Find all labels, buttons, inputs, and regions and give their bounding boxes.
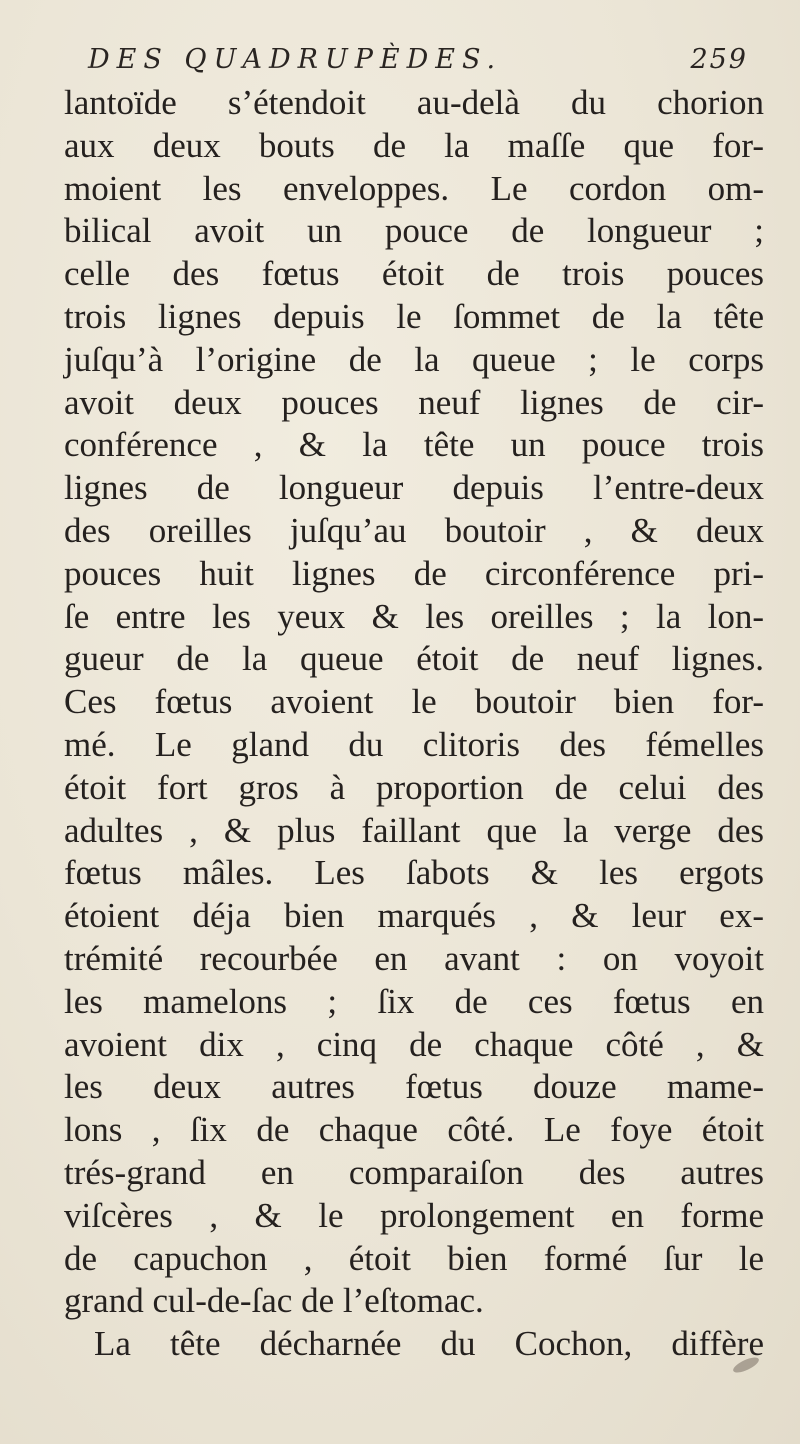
text-line: viſcères , & le prolongement en forme	[64, 1195, 764, 1235]
text-line: avoient dix , cinq de chaque côté , &	[64, 1024, 764, 1064]
text-line: pouces huit lignes de circonférence pri-	[64, 553, 764, 593]
text-line: lignes de longueur depuis l’entre-deux	[64, 468, 764, 508]
text-line: trois lignes depuis le ſommet de la tête	[64, 296, 764, 336]
page-number: 259	[690, 44, 748, 75]
text-line: ſe entre les yeux & les oreilles ; la lon-	[64, 596, 764, 636]
text-line: lantoïde s’étendoit au-delà du chorion	[64, 83, 764, 122]
text-line: étoit fort gros à proportion de celui des	[64, 767, 764, 807]
text-line: les mamelons ; ſix de ces fœtus en	[64, 981, 764, 1021]
text-line: Ces fœtus avoient le boutoir bien for-	[64, 682, 764, 722]
text-line: des oreilles juſqu’au boutoir , & deux	[64, 510, 764, 550]
text-line: de capuchon , étoit bien formé ſur le	[64, 1238, 764, 1278]
text-line: lons , ſix de chaque côté. Le foye étoit	[64, 1110, 764, 1150]
text-line: celle des fœtus étoit de trois pouces	[64, 254, 764, 294]
text-line: conférence , & la tête un pouce trois	[64, 425, 764, 465]
text-line: mé. Le gland du clitoris des fémelles	[64, 724, 764, 764]
text-line: trémité recourbée en avant : on voyoit	[64, 938, 764, 978]
text-line: bilical avoit un pouce de longueur ;	[64, 211, 764, 251]
text-line: gueur de la queue étoit de neuf lignes.	[64, 639, 764, 679]
text-line: fœtus mâles. Les ſabots & les ergots	[64, 853, 764, 893]
body-text	[64, 82, 764, 1366]
text-line: juſqu’à l’origine de la queue ; le corps	[64, 339, 764, 379]
text-line: trés-grand en comparaiſon des autres	[64, 1152, 764, 1192]
paragraph-end-line: grand cul-de-ſac de l’eſtomac.	[64, 1281, 484, 1321]
text-line: aux deux bouts de la maſſe que for-	[64, 125, 764, 165]
text-line: avoit deux pouces neuf lignes de cir-	[64, 382, 764, 422]
page-header	[88, 38, 748, 88]
text-line: les deux autres fœtus douze mame-	[64, 1067, 764, 1107]
text-line: moient les enveloppes. Le cordon om-	[64, 168, 764, 208]
text-line: adultes , & plus faillant que la verge des	[64, 810, 764, 850]
running-head: DES QUADRUPÈDES.	[88, 44, 503, 75]
text-line: étoient déja bien marqués , & leur ex-	[64, 896, 764, 936]
paragraph-start-line: La tête décharnée du Cochon, diffère	[94, 1324, 764, 1364]
